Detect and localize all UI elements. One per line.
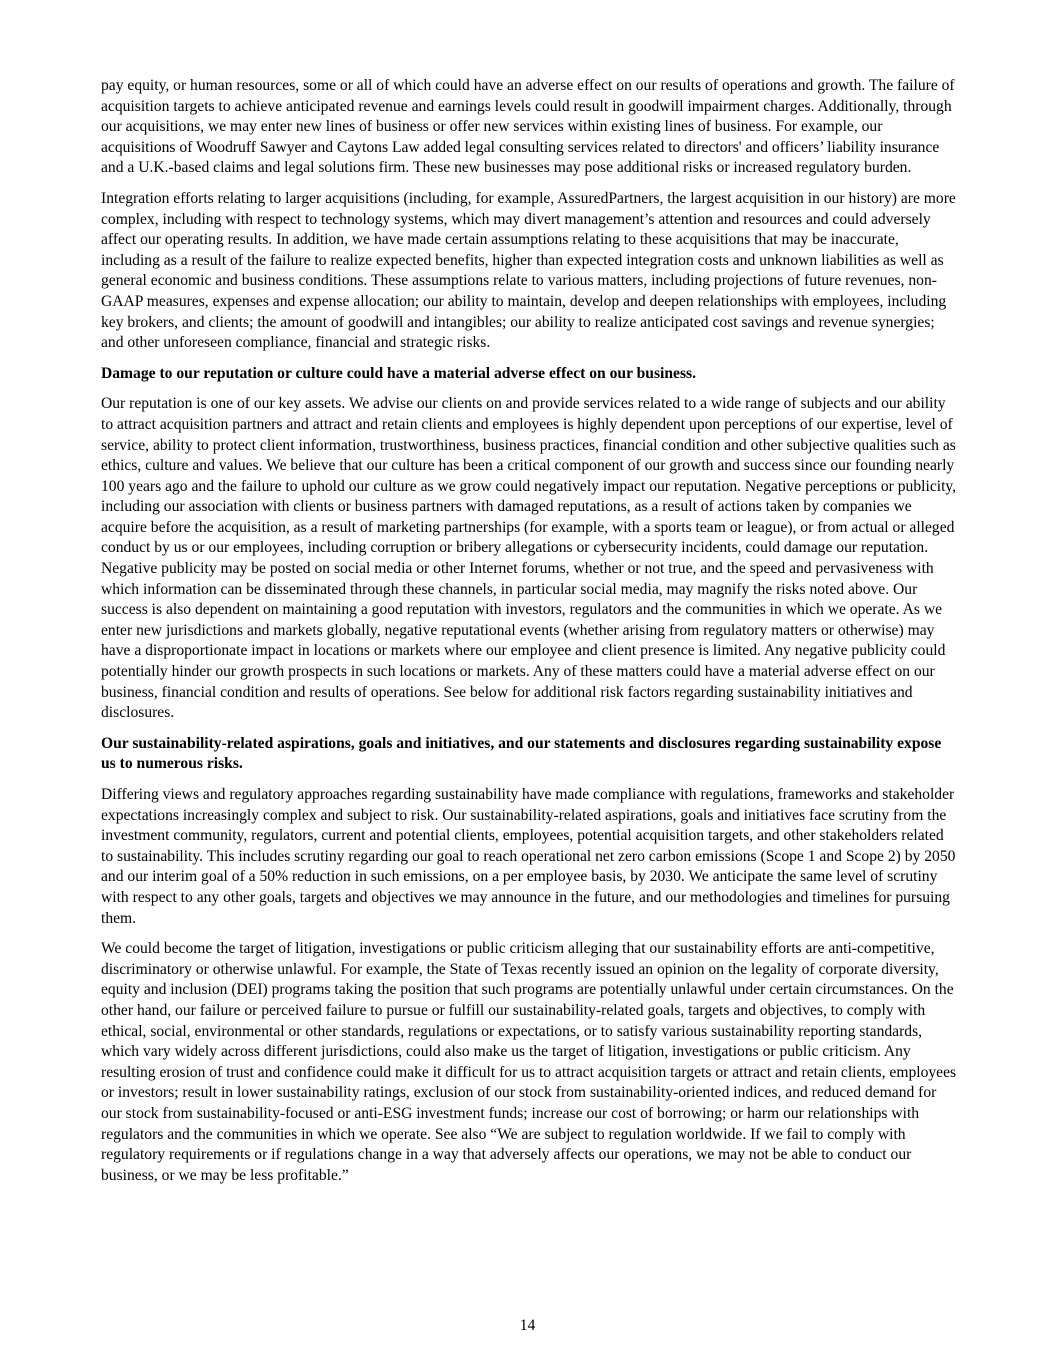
- heading-sustainability-risk: Our sustainability-related aspirations, goals and initiatives, and our statements and disclosures regarding sustainability expose us to numerous risks.: [101, 734, 942, 773]
- paragraph-reputation: Our reputation is one of our key assets. We advise our clients on and provide services related to a wide range of subjects and our ability to attract acquisition partners and attract and retain clients and employees is highly dependent upon perceptions of our expertise, level of service, ability to protect client information, trustworthiness, business practices, financial condition and other subjective qualities such as ethics, culture and values. We believe that our culture has been a critical component of our growth and success since our founding nearly 100 years ago and the failure to uphold our culture as we grow could negatively impact our reputation. Negative perceptions or publicity, including our association with clients or business partners with damaged reputations, as a result of actions taken by companies we acquire before the acquisition, as a result of marketing partnerships (for example, with a sports team or league), or from actual or alleged conduct by us or our employees, including corruption or bribery allegations or cybersecurity incidents, could damage our reputation. Negative publicity may be posted on social media or other Internet forums, whether or not true, and the speed and pervasiveness with which information can be disseminated through these channels, in particular social media, may magnify the risks noted above. Our success is also dependent on maintaining a good reputation with investors, regulators and the communities in which we operate. As we enter new jurisdictions and markets globally, negative reputational events (whether arising from regulatory matters or otherwise) may have a disproportionate impact in locations or markets where our employee and client presence is limited. Any negative publicity could potentially hinder our growth prospects in such locations or markets. Any of these matters could have a material adverse effect on our business, financial condition and results of operations. See below for additional risk factors regarding sustainability initiatives and disclosures.: [101, 395, 957, 722]
- document-body: [101, 76, 958, 1196]
- paragraph-integration-efforts: Integration efforts relating to larger acquisitions (including, for example, AssuredPartners, the largest acquisition in our history) are more complex, including with respect to technology systems, which may divert management’s attention and resources and could adversely affect our operating results. In addition, we have made certain assumptions relating to these acquisitions that may be inaccurate, including as a result of the failure to realize expected benefits, higher than expected integration costs and unknown liabilities as well as general economic and business conditions. These assumptions relate to various matters, including projections of future revenues, non-GAAP measures, expenses and expense allocation; our ability to maintain, develop and deepen relationships with employees, including key brokers, and clients; the amount of goodwill and intangibles; our ability to realize anticipated cost savings and revenue synergies; and other unforeseen compliance, financial and strategic risks.: [101, 189, 956, 352]
- paragraph-sustainability-scrutiny: Differing views and regulatory approaches regarding sustainability have made compliance with regulations, frameworks and stakeholder expectations increasingly complex and subject to risk. Our sustainability-related aspirations, goals and initiatives face scrutiny from the investment community, regulators, current and potential clients, employees, potential acquisition targets, and other stakeholders related to sustainability. This includes scrutiny regarding our goal to reach operational net zero carbon emissions (Scope 1 and Scope 2) by 2050 and our interim goal of a 50% reduction in such emissions, on a per employee basis, by 2030. We anticipate the same level of scrutiny with respect to any other goals, targets and objectives we may announce in the future, and our methodologies and timelines for pursuing them.: [101, 786, 956, 927]
- paragraph-sustainability-litigation: We could become the target of litigation, investigations or public criticism alleging that our sustainability efforts are anti-competitive, discriminatory or otherwise unlawful. For example, the State of Texas recently issued an opinion on the legality of corporate diversity, equity and inclusion (DEI) programs taking the position that such programs are potentially unlawful under certain circumstances. On the other hand, our failure or perceived failure to pursue or fulfill our sustainability-related goals, targets and objectives, to comply with ethical, social, environmental or other standards, regulations or expectations, or to satisfy various sustainability reporting standards, which vary widely across different jurisdictions, could also make us the target of litigation, investigations or public criticism. Any resulting erosion of trust and confidence could make it difficult for us to attract acquisition targets or attract and retain clients, employees or investors; result in lower sustainability ratings, exclusion of our stock from sustainability-oriented indices, and reduced demand for our stock from sustainability-focused or anti-ESG investment funds; increase our cost of borrowing; or harm our relationships with regulators and the communities in which we operate. See also “We are subject to regulation worldwide. If we fail to comply with regulatory requirements or if regulations change in a way that adversely affects our operations, we may not be able to conduct our business, or we may be less profitable.”: [101, 940, 957, 1184]
- paragraph-acquisition-risks: pay equity, or human resources, some or all of which could have an adverse effect on our results of operations and growth. The failure of acquisition targets to achieve anticipated revenue and earnings levels could result in goodwill impairment charges. Additionally, through our acquisitions, we may enter new lines of business or offer new services within existing lines of business. For example, our acquisitions of Woodruff Sawyer and Caytons Law added legal consulting services related to directors' and officers’ liability insurance and a U.K.-based claims and legal solutions firm. These new businesses may pose additional risks or increased regulatory burden.: [101, 77, 955, 177]
- heading-reputation-risk: Damage to our reputation or culture could have a material adverse effect on our business.: [101, 364, 696, 382]
- page-number: 14: [519, 1317, 536, 1334]
